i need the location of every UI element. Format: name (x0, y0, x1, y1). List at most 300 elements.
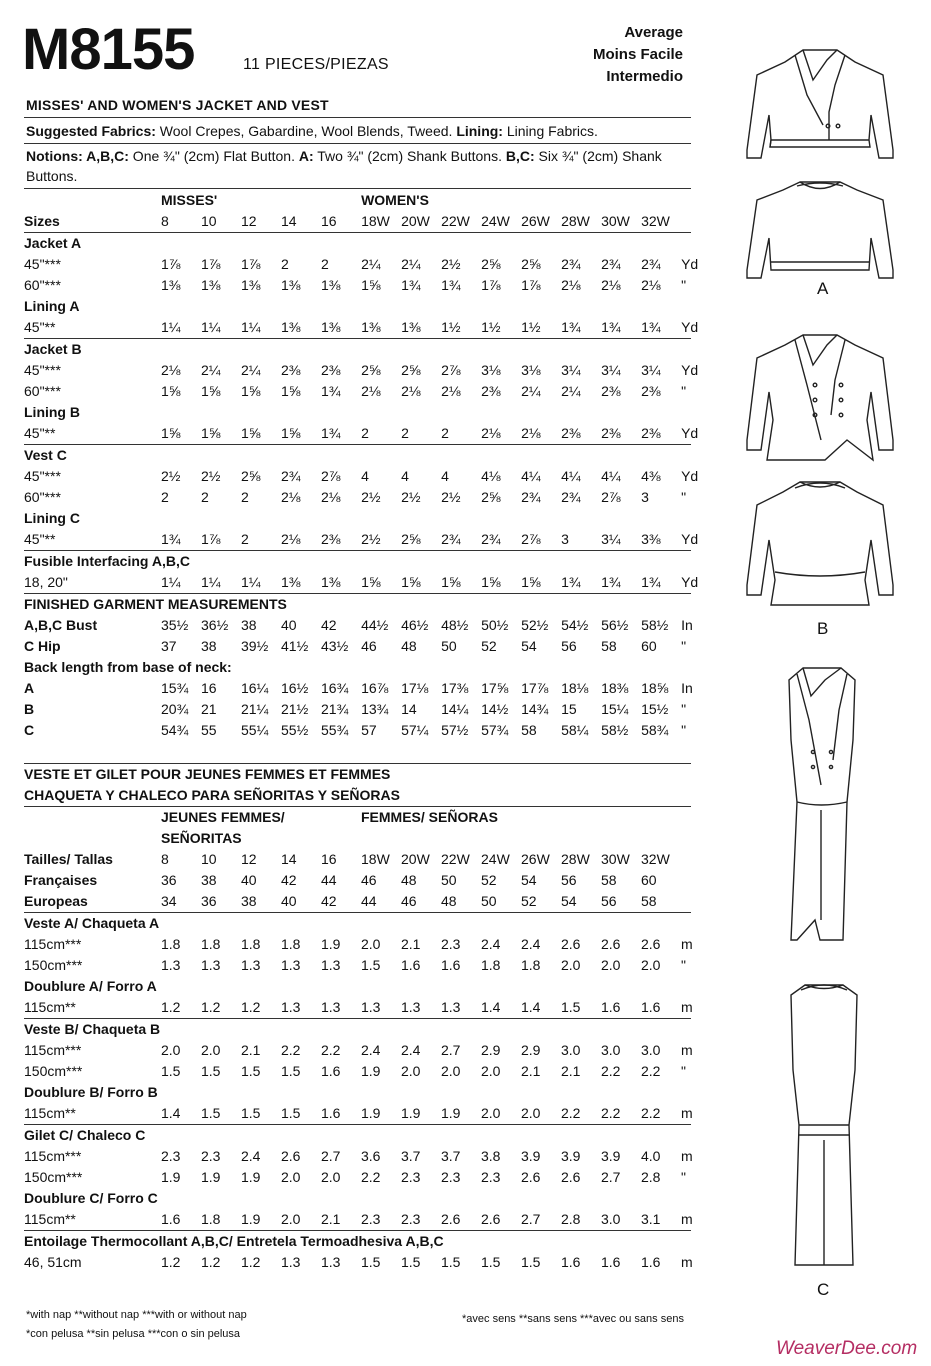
row-label: 45"** (24, 425, 56, 441)
unit-cell: " (681, 1169, 686, 1185)
table-cell: 2⅜ (321, 531, 341, 547)
table-cell: 2¾ (561, 489, 581, 505)
table-cell: 2.1 (401, 936, 421, 952)
section-title: VESTE ET GILET POUR JEUNES FEMMES ET FEMMES (24, 766, 391, 782)
unit-cell: " (681, 277, 687, 293)
table-cell: 3.8 (481, 1148, 501, 1164)
notions-text: Two ¾" (2cm) Shank Buttons. (313, 148, 506, 164)
unit-cell: In (681, 680, 693, 696)
table-cell: 2.7 (601, 1169, 621, 1185)
table-cell: 2½ (361, 531, 381, 547)
table-cell: 1.9 (441, 1105, 461, 1121)
table-cell: 48 (441, 893, 457, 909)
table-cell: 2.3 (441, 936, 461, 952)
table-cell: 12 (241, 213, 257, 229)
table-cell: 2⅝ (521, 256, 541, 272)
table-cell: 1.6 (601, 1254, 621, 1270)
table-cell: 50 (441, 638, 457, 654)
table-cell: 1¼ (161, 319, 181, 335)
table-cell: 16½ (281, 680, 309, 696)
table-cell: 1.6 (641, 1254, 661, 1270)
unit-cell: Yd (681, 574, 699, 590)
garment-line-drawings (735, 40, 920, 1290)
table-cell: 1.5 (161, 1063, 181, 1079)
table-cell: 1⅜ (321, 574, 341, 590)
table-cell: 1.5 (281, 1105, 301, 1121)
unit-cell: m (681, 999, 693, 1015)
table-cell: 20W (401, 851, 430, 867)
table-cell: 8 (161, 213, 169, 229)
table-cell: 2⅛ (641, 277, 661, 293)
section-title: Entoilage Thermocollant A,B,C/ Entretela Termoadhesiva A,B,C (24, 1233, 444, 1249)
table-cell: 40 (281, 893, 297, 909)
table-cell: 21½ (281, 701, 309, 717)
table-cell: 1.5 (441, 1254, 461, 1270)
table-cell: 35½ (161, 617, 189, 633)
table-cell: 2.6 (281, 1148, 301, 1164)
table-cell: 2.6 (561, 936, 581, 952)
table-cell: 3⅜ (641, 531, 661, 547)
table-cell: 52½ (521, 617, 549, 633)
table-cell: 24W (481, 213, 510, 229)
table-cell: 3¼ (561, 362, 581, 378)
table-cell: 1.6 (441, 957, 461, 973)
table-cell: 1⅝ (281, 425, 301, 441)
table-cell: 58¾ (641, 722, 669, 738)
table-cell: 2¼ (561, 383, 581, 399)
table-cell: 1.5 (281, 1063, 301, 1079)
table-cell: 2.3 (201, 1148, 221, 1164)
jacket-a-front-drawing (747, 50, 893, 158)
table-cell: 2⅛ (281, 489, 301, 505)
unit-cell: m (681, 1042, 693, 1058)
table-cell: 2.4 (241, 1148, 261, 1164)
table-cell: 1¾ (401, 277, 421, 293)
table-row (24, 636, 691, 657)
unit-cell: m (681, 1105, 693, 1121)
table-cell: 1⅝ (161, 425, 181, 441)
table-cell: 1.5 (481, 1254, 501, 1270)
table-cell: 2¼ (201, 362, 221, 378)
table-cell: 1.3 (321, 1254, 341, 1270)
pieces-count: 11 PIECES/PIEZAS (243, 56, 389, 73)
table-cell: 2⅝ (241, 468, 261, 484)
table-cell: 14 (281, 851, 297, 867)
table-cell: 2.6 (561, 1169, 581, 1185)
table-row (24, 720, 691, 741)
divider (24, 117, 691, 118)
spacer (24, 807, 161, 829)
table-cell: 10 (201, 851, 217, 867)
table-cell: 1½ (481, 319, 501, 335)
table-cell: 2¾ (521, 489, 541, 505)
table-row (24, 466, 691, 487)
table-cell: 1⅝ (201, 425, 221, 441)
table-cell: 3.0 (641, 1042, 661, 1058)
fabrics-text: Wool Crepes, Gabardine, Wool Blends, Tweed. (155, 123, 457, 139)
row-label: 150cm*** (24, 957, 83, 973)
table-cell: 18⅛ (561, 680, 589, 696)
row-label: 18, 20" (24, 574, 68, 590)
table-cell: 56 (561, 872, 577, 888)
size-group-right (361, 828, 691, 849)
row-label: 45"*** (24, 468, 61, 484)
row-label: 45"*** (24, 256, 61, 272)
table-cell: 1.5 (361, 957, 381, 973)
row-label: 115cm** (24, 999, 76, 1015)
table-cell: 46½ (401, 617, 429, 633)
table-cell: 54 (561, 893, 577, 909)
difficulty-fr: Moins Facile (592, 46, 683, 63)
row-label: 60"*** (24, 383, 61, 399)
table-row (24, 423, 691, 445)
difficulty-levels (540, 22, 683, 88)
table-cell: 16¼ (241, 680, 269, 696)
jacket-b-front-drawing (747, 335, 893, 460)
table-cell: 1.8 (481, 957, 501, 973)
section-title: Veste A/ Chaqueta A (24, 915, 160, 931)
section-title-row (24, 1188, 691, 1209)
table-cell: 1.4 (521, 999, 541, 1015)
table-cell: 1⅞ (241, 256, 261, 272)
table-cell: 48 (401, 872, 417, 888)
table-cell: 2⅝ (361, 362, 381, 378)
table-cell: 2⅛ (281, 531, 301, 547)
french-sizes-row (24, 870, 691, 891)
table-cell: 2.7 (521, 1211, 541, 1227)
table-cell: 30W (601, 213, 630, 229)
jacket-b-back-drawing (747, 482, 893, 605)
table-cell: 2¼ (401, 256, 421, 272)
unit-cell: In (681, 617, 693, 633)
row-label: C Hip (24, 638, 61, 654)
vest-c-back-drawing (791, 985, 857, 1265)
table-row (24, 615, 691, 636)
table-cell: 58 (521, 722, 537, 738)
table-cell: 1⅜ (281, 574, 301, 590)
table-cell: 21 (201, 701, 217, 717)
section-title: Lining B (24, 404, 80, 420)
row-label: 45"*** (24, 362, 61, 378)
table-cell: 2⅞ (441, 362, 461, 378)
table-cell: 1.8 (161, 936, 181, 952)
unit-cell: " (681, 638, 687, 654)
table-cell: 14 (401, 701, 417, 717)
table-cell: 1.9 (401, 1105, 421, 1121)
logo-text: WeaverDee.com (776, 1338, 918, 1359)
table-row (24, 254, 691, 275)
table-cell: 2.2 (281, 1042, 301, 1058)
table-cell: 1.5 (361, 1254, 381, 1270)
row-label: 150cm*** (24, 1169, 83, 1185)
table-cell: 1¾ (321, 383, 341, 399)
table-cell: 17⅜ (441, 680, 469, 696)
table-cell: 1.5 (241, 1105, 261, 1121)
table-cell: 1.9 (201, 1169, 221, 1185)
table-cell: 1⅞ (201, 531, 221, 547)
table-cell: 3.9 (521, 1148, 541, 1164)
table-cell: 3 (561, 531, 569, 547)
row-label: 45"** (24, 531, 56, 547)
table-cell: 1.6 (161, 1211, 181, 1227)
section-title-row (24, 445, 691, 467)
spacer (24, 828, 161, 849)
size-group-row (24, 828, 691, 849)
row-label: Sizes (24, 213, 60, 229)
table-cell: 3¼ (641, 362, 661, 378)
section-title-row (24, 1231, 691, 1253)
table-cell: 1.2 (161, 1254, 181, 1270)
notions-text: One ¾" (2cm) Flat Button. (128, 148, 299, 164)
section-title-row (24, 551, 691, 573)
table-cell: 3.7 (401, 1148, 421, 1164)
table-cell: 28W (561, 213, 590, 229)
table-cell: 1¾ (601, 574, 621, 590)
table-row (24, 955, 691, 976)
table-row (24, 1146, 691, 1167)
table-cell: 2.0 (481, 1105, 501, 1121)
table-cell: 2⅝ (481, 489, 501, 505)
table-cell: 2.0 (441, 1063, 461, 1079)
table-cell: 2⅜ (641, 425, 661, 441)
table-cell: 2¾ (561, 256, 581, 272)
table-cell: 57 (361, 722, 377, 738)
table-cell: 14 (281, 213, 297, 229)
table-cell: 2.3 (401, 1211, 421, 1227)
row-label: 115cm*** (24, 1042, 82, 1058)
table-cell: 1¾ (161, 531, 181, 547)
table-cell: 2⅛ (561, 277, 581, 293)
table-cell: 1.2 (201, 1254, 221, 1270)
table-row (24, 678, 691, 699)
table-cell: 2.1 (561, 1063, 581, 1079)
row-label: 115cm** (24, 1211, 76, 1227)
table-cell: 1¼ (161, 574, 181, 590)
row-label: Tailles/ Tallas (24, 851, 113, 867)
notions-line2: Buttons. (26, 168, 78, 184)
table-cell: 4 (401, 468, 409, 484)
table-cell: 57½ (441, 722, 469, 738)
table-cell: 2.9 (521, 1042, 541, 1058)
footnote-en: *with nap **without nap ***with or without nap (26, 1309, 247, 1321)
table-cell: 2½ (441, 256, 461, 272)
table-cell: 48½ (441, 617, 469, 633)
table-cell: 1⅜ (401, 319, 421, 335)
table-cell: 1¼ (241, 574, 261, 590)
table-cell: 2.1 (521, 1063, 541, 1079)
table-cell: 1.8 (201, 1211, 221, 1227)
table-cell: 54½ (561, 617, 589, 633)
row-label: 60"*** (24, 277, 61, 293)
table-cell: 48 (401, 638, 417, 654)
table-cell: 1.9 (241, 1211, 261, 1227)
row-label: 115cm** (24, 1105, 76, 1121)
sizes-row (24, 849, 691, 870)
table-cell: 17⅝ (481, 680, 509, 696)
table-cell: 16 (201, 680, 217, 696)
table-cell: 20¾ (161, 701, 189, 717)
table-cell: 3 (641, 489, 649, 505)
lining-text: Lining Fabrics. (502, 123, 598, 139)
table-cell: 20W (401, 213, 430, 229)
table-cell: 2.2 (601, 1105, 621, 1121)
table-cell: 2 (241, 531, 249, 547)
section-title: Lining A (24, 298, 80, 314)
view-a-label: A (817, 279, 829, 298)
table-cell: 2⅝ (481, 256, 501, 272)
table-cell: 3.1 (641, 1211, 661, 1227)
table-cell: 34 (161, 893, 177, 909)
unit-cell: Yd (681, 425, 699, 441)
table-cell: 2.0 (161, 1042, 181, 1058)
table-cell: 10 (201, 213, 217, 229)
table-cell: 2⅞ (321, 468, 341, 484)
footnote-fr: *avec sens **sans sens ***avec ou sans sens (462, 1313, 684, 1325)
size-group-row (24, 807, 691, 829)
table-cell: 1.5 (401, 1254, 421, 1270)
section-title-row (24, 402, 691, 423)
table-cell: 1⅜ (201, 277, 221, 293)
size-group-left: SEÑORITAS (161, 830, 242, 846)
table-cell: 1⅝ (441, 574, 461, 590)
size-group-left: JEUNES FEMMES/ (161, 809, 285, 825)
notions-view: A,B,C: (82, 148, 129, 164)
table-cell: 26W (521, 851, 550, 867)
table-cell: 15¼ (601, 701, 629, 717)
footnote-es: *con pelusa **sin pelusa ***con o sin pelusa (26, 1328, 241, 1340)
unit-cell (681, 870, 691, 891)
view-c-label: C (817, 1280, 830, 1299)
table-cell: 58¼ (561, 722, 589, 738)
section-title: Doublure C/ Forro C (24, 1190, 158, 1206)
section-title: Gilet C/ Chaleco C (24, 1127, 146, 1143)
size-group-left: MISSES' (161, 192, 218, 208)
table-cell: 3⅛ (481, 362, 501, 378)
table-cell: 60 (641, 872, 657, 888)
table-cell: 2.0 (521, 1105, 541, 1121)
table-cell: 1⅜ (281, 319, 301, 335)
table-cell: 21¼ (241, 701, 269, 717)
unit-cell: Yd (681, 362, 699, 378)
european-sizes-row (24, 891, 691, 913)
notions-view: A: (298, 148, 314, 164)
table-cell: 2⅛ (521, 425, 541, 441)
table-cell: 58½ (601, 722, 629, 738)
table-cell: 16 (321, 213, 337, 229)
table-cell: 1.3 (281, 1254, 301, 1270)
table-cell: 1.8 (521, 957, 541, 973)
table-cell: 38 (241, 617, 257, 633)
table-cell: 2⅜ (481, 383, 501, 399)
table-cell: 2⅛ (321, 489, 341, 505)
table-cell: 2.2 (641, 1063, 661, 1079)
table-cell: 2.1 (241, 1042, 261, 1058)
table-cell: 1.8 (241, 936, 261, 952)
table-cell: 2.3 (481, 1169, 501, 1185)
table-cell: 3¼ (601, 531, 621, 547)
section-title-row (24, 764, 691, 786)
row-label: B (24, 701, 35, 717)
table-cell: 2⅝ (401, 362, 421, 378)
table-cell: 55¾ (321, 722, 349, 738)
table-cell: 2.6 (441, 1211, 461, 1227)
table-cell: 18W (361, 851, 390, 867)
table-row (24, 360, 691, 381)
table-cell: 2⅜ (641, 383, 661, 399)
table-cell: 50 (441, 872, 457, 888)
section-title: Jacket A (24, 235, 82, 251)
table-cell: 2⅛ (601, 277, 621, 293)
table-cell: 3.0 (601, 1211, 621, 1227)
table-cell: 1¼ (201, 574, 221, 590)
notions (26, 146, 662, 186)
table-cell: 1⅝ (241, 425, 261, 441)
table-cell: 4⅜ (641, 468, 661, 484)
table-cell: 1.3 (201, 957, 221, 973)
table-cell: 28W (561, 851, 590, 867)
table-cell: 2.0 (601, 957, 621, 973)
table-cell: 1½ (441, 319, 461, 335)
section-title: FINISHED GARMENT MEASUREMENTS (24, 596, 287, 612)
table-cell: 2¾ (481, 531, 501, 547)
table-cell: 4¼ (561, 468, 581, 484)
table-cell: 36 (161, 872, 177, 888)
table-cell: 2¾ (281, 468, 301, 484)
table-cell: 1¼ (201, 319, 221, 335)
spacer (24, 190, 161, 211)
table-cell: 2.4 (401, 1042, 421, 1058)
section-title: Doublure B/ Forro B (24, 1084, 158, 1100)
table-cell: 2 (241, 489, 249, 505)
table-cell: 38 (241, 893, 257, 909)
table-cell: 44 (321, 872, 337, 888)
table-cell: 1.9 (241, 1169, 261, 1185)
table-cell: 55½ (281, 722, 309, 738)
table-cell: 2¼ (241, 362, 261, 378)
section-title-row (24, 1125, 691, 1147)
row-label: Françaises (24, 872, 98, 888)
table-cell: 3.0 (561, 1042, 581, 1058)
table-cell: 2.8 (641, 1169, 661, 1185)
table-cell: 38 (201, 872, 217, 888)
table-row (24, 1103, 691, 1125)
table-cell: 15 (561, 701, 577, 717)
table-cell: 18W (361, 213, 390, 229)
size-group-right: FEMMES/ SEÑORAS (361, 809, 498, 825)
table-cell: 1.5 (561, 999, 581, 1015)
table-cell: 1⅜ (361, 319, 381, 335)
unit-cell: Yd (681, 531, 699, 547)
table-cell: 2⅛ (481, 425, 501, 441)
table-row (24, 1167, 691, 1188)
table-row (24, 1061, 691, 1082)
table-cell: 2.0 (361, 936, 381, 952)
table-cell: 3.9 (601, 1148, 621, 1164)
table-cell: 30W (601, 851, 630, 867)
table-cell: 1⅝ (521, 574, 541, 590)
section-title: Back length from base of neck: (24, 659, 232, 675)
table-cell: 1.8 (281, 936, 301, 952)
table-cell: 46 (401, 893, 417, 909)
table-cell: 18⅝ (641, 680, 669, 696)
table-row (24, 275, 691, 296)
table-cell: 1½ (521, 319, 541, 335)
table-cell: 2½ (361, 489, 381, 505)
metric-yardage-table (24, 763, 691, 1273)
table-cell: 1.2 (161, 999, 181, 1015)
unit-cell: " (681, 383, 687, 399)
table-cell: 2¾ (601, 256, 621, 272)
